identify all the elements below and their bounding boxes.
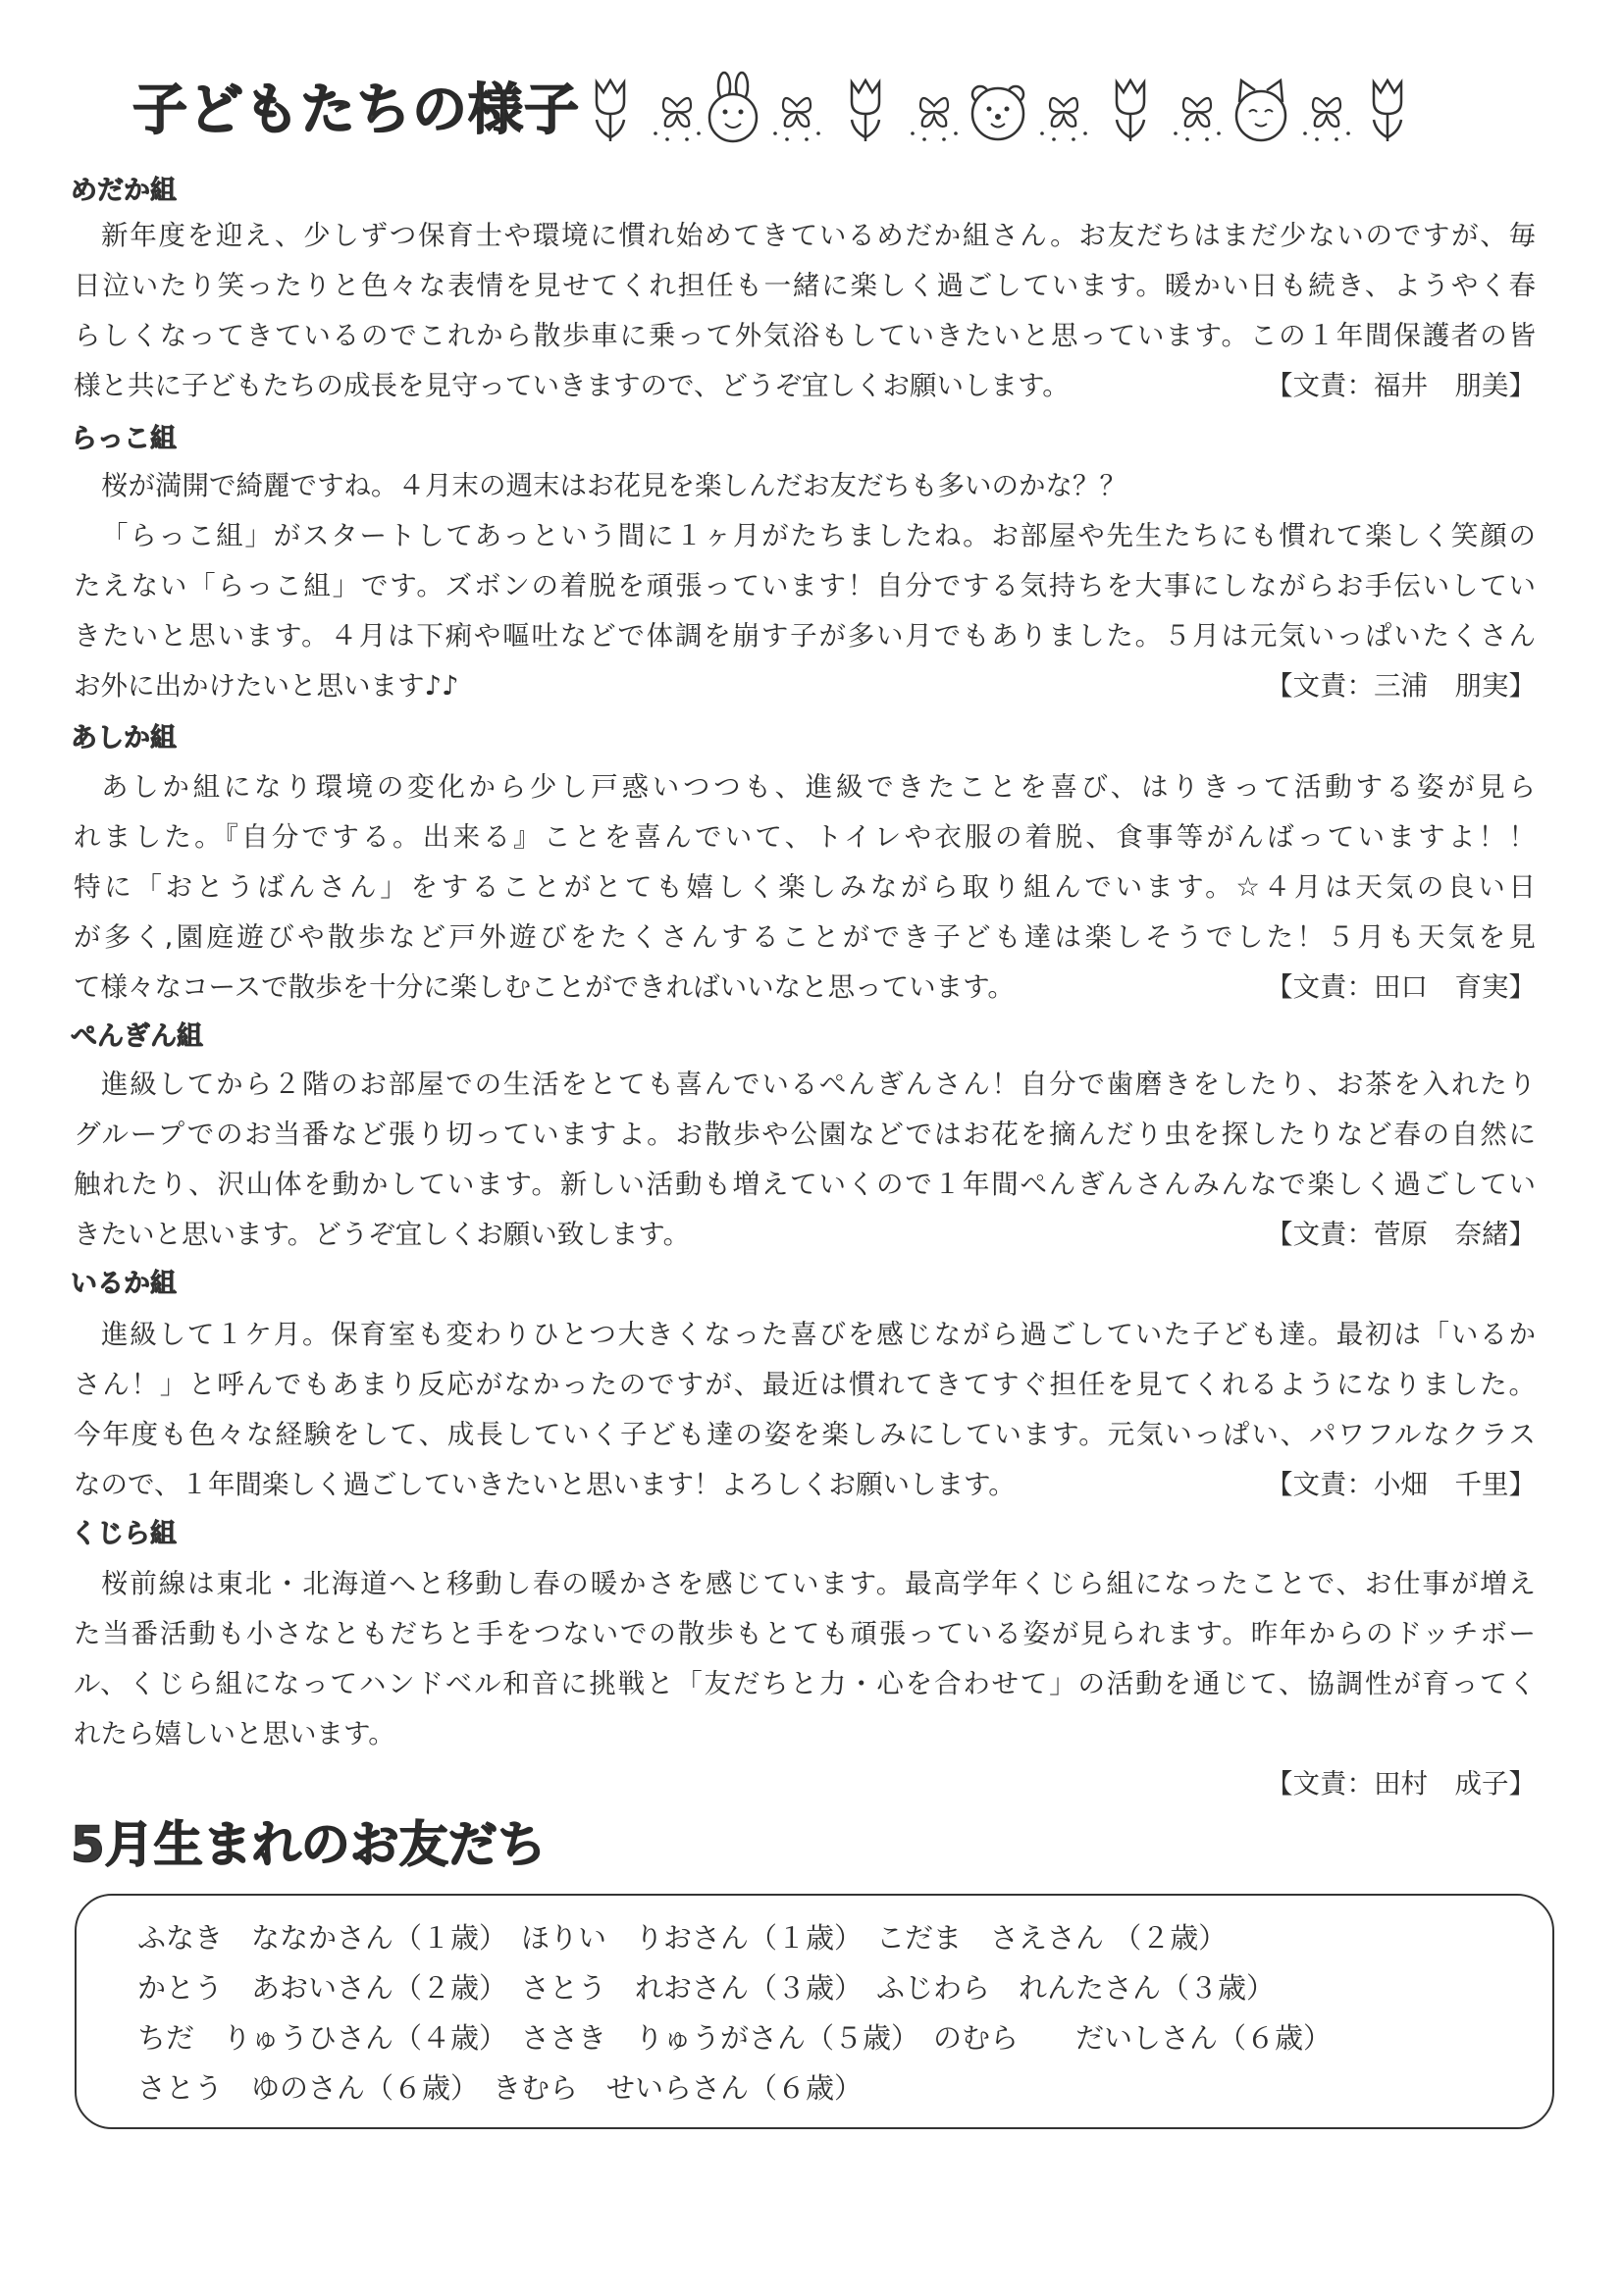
birthday-row bbox=[137, 2063, 1345, 2113]
text-line bbox=[74, 963, 1536, 1013]
author-attribution: 【文責：小畑 千里】 bbox=[1266, 1469, 1536, 1500]
birthday-list bbox=[137, 1913, 1345, 2113]
birthday-entry: かとう あおいさん（２歳） bbox=[137, 1971, 508, 2005]
birthday-entry: さとう ゆのさん（６歳） bbox=[137, 2071, 480, 2105]
birthday-entry: ふなき ななかさん（１歳） bbox=[137, 1921, 508, 1955]
text-line: 進級して１ケ月。保育室も変わりひとつ大きくなった喜びを感じながら過ごしていた子ども達。最初は「いるか bbox=[101, 1319, 1536, 1350]
text-line: 触れたり、沢山体を動かしています。新しい活動も増えていくので１年間ぺんぎんさんみんなで楽しく過ごしてい bbox=[74, 1169, 1536, 1200]
cat-face-icon bbox=[1236, 80, 1285, 140]
text-line: らしくなってきているのでこれから散歩車に乗って外気浴もしていきたいと思っています。この１年間保護者の皆 bbox=[74, 320, 1536, 351]
author-attribution: 【文責：福井 朋美】 bbox=[1266, 370, 1536, 401]
text-line bbox=[74, 1460, 1536, 1510]
tulip-icon bbox=[1117, 80, 1144, 141]
text-line: が多く,園庭遊びや散歩など戸外遊びをたくさんすることができ子ども達は楽しそうでした！５月も天気を見 bbox=[74, 921, 1536, 953]
author-attribution: 【文責：田口 育実】 bbox=[1266, 971, 1536, 1003]
text-line: きたいと思います。４月は下痢や嘔吐などで体調を崩す子が多い月でもありました。５月は元気いっぱいたくさん bbox=[74, 620, 1536, 652]
author-attribution: 【文責：三浦 朋実】 bbox=[1266, 670, 1536, 702]
bear-face-icon bbox=[972, 86, 1023, 139]
text-line: さん！」と呼んでもあまり反応がなかったのですが、最近は慣れてきてすぐ担任を見てくれるようになりました。 bbox=[74, 1369, 1536, 1400]
birthday-section-title: 5月生まれのお友だち bbox=[71, 1816, 547, 1873]
section-heading: ぺんぎん組 bbox=[71, 1021, 203, 1052]
section-heading: めだか組 bbox=[71, 176, 177, 206]
butterfly-icon bbox=[1174, 98, 1221, 141]
section-body bbox=[74, 461, 1536, 711]
tulip-icon bbox=[1374, 80, 1401, 141]
text-line: 「らっこ組」がスタートしてあっという間に１ヶ月がたちましたね。お部屋や先生たちにも慣れて楽しく笑顔の bbox=[101, 520, 1536, 551]
text-line: 今年度も色々な経験をして、成長していく子ども達の姿を楽しみにしています。元気いっぱい、パワフルなクラス bbox=[74, 1419, 1536, 1450]
birthday-row bbox=[137, 1963, 1345, 2013]
butterfly-icon bbox=[654, 98, 701, 141]
birthday-entry: さとう れおさん（３歳） bbox=[521, 1971, 864, 2005]
birthday-entry: ささき りゅうがさん（５歳） bbox=[521, 2021, 920, 2055]
birthday-entry: のむら だいしさん（６歳） bbox=[933, 2021, 1333, 2055]
text-line: 進級してから２階のお部屋での生活をとても喜んでいるぺんぎんさん！自分で歯磨きをしたり、お茶を入れたり bbox=[101, 1069, 1536, 1100]
text-line-content: きたいと思います。どうぞ宜しくお願い致します。 bbox=[74, 1219, 691, 1250]
text-line: 新年度を迎え、少しずつ保育士や環境に慣れ始めてきているめだか組さん。お友だちはまだ少ないのですが、毎 bbox=[101, 220, 1536, 251]
section-body bbox=[74, 211, 1536, 411]
butterfly-icon bbox=[911, 98, 958, 141]
birthday-entry: ふじわら れんたさん（３歳） bbox=[876, 1971, 1276, 2005]
birthday-entry: ちだ りゅうひさん（４歳） bbox=[137, 2021, 508, 2055]
text-line-content: お外に出かけたいと思います♪♪ bbox=[74, 670, 459, 702]
tulip-icon bbox=[597, 80, 624, 141]
section-body bbox=[74, 762, 1536, 1013]
text-line: 日泣いたり笑ったりと色々な表情を見せてくれ担任も一緒に楽しく過ごしています。暖かい日も続き、ようやく春 bbox=[74, 270, 1536, 301]
text-line: グループでのお当番など張り切っていますよ。お散歩や公園などではお花を摘んだり虫を探したりなど春の自然に bbox=[74, 1119, 1536, 1150]
text-line: れたら嬉しいと思います。 bbox=[74, 1718, 395, 1749]
birthday-row bbox=[137, 2013, 1345, 2063]
rabbit-face-icon bbox=[709, 73, 757, 141]
text-line bbox=[74, 1210, 1536, 1260]
birthday-row bbox=[137, 1913, 1345, 1963]
page-title: 子どもたちの様子 bbox=[132, 78, 580, 142]
birthday-entry: ほりい りおさん（１歳） bbox=[521, 1921, 864, 1955]
section-body bbox=[74, 1559, 1536, 1809]
text-line: 桜が満開で綺麗ですね。４月末の週末はお花見を楽しんだお友だちも多いのかな？？ bbox=[101, 470, 1126, 501]
butterfly-icon bbox=[1040, 98, 1087, 141]
section-heading: らっこ組 bbox=[71, 424, 177, 454]
section-body bbox=[74, 1310, 1536, 1510]
author-attribution: 【文責：菅原 奈緒】 bbox=[1266, 1219, 1536, 1250]
text-line-content: て様々なコースで散歩を十分に楽しむことができればいいなと思っています。 bbox=[74, 971, 1015, 1003]
text-line: あしか組になり環境の変化から少し戸惑いつつも、進級できたことを喜び、はりきって活動する姿が見ら bbox=[101, 771, 1536, 803]
text-line bbox=[74, 661, 1536, 711]
text-line: たえない「らっこ組」です。ズボンの着脱を頑張っています！自分でする気持ちを大事にしながらお手伝いしてい bbox=[74, 570, 1536, 601]
author-attribution: 【文責：田村 成子】 bbox=[1266, 1768, 1536, 1800]
section-heading: くじら組 bbox=[71, 1519, 177, 1549]
birthday-entry: きむら せいらさん（６歳） bbox=[493, 2071, 864, 2105]
text-line: 桜前線は東北・北海道へと移動し春の暖かさを感じています。最高学年くじら組になったことで、お仕事が増え bbox=[101, 1568, 1536, 1599]
birthday-entry: こだま さえさん （２歳） bbox=[876, 1921, 1228, 1955]
text-line-content: 様と共に子どもたちの成長を見守っていきますので、どうぞ宜しくお願いします。 bbox=[74, 370, 1070, 401]
text-line bbox=[74, 361, 1536, 411]
section-heading: あしか組 bbox=[71, 723, 177, 754]
text-line: ル、くじら組になってハンドベル和音に挑戦と「友だちと力・心を合わせて」の活動を通じて、協調性が育ってく bbox=[74, 1668, 1536, 1699]
butterfly-icon bbox=[773, 98, 820, 141]
section-heading: いるか組 bbox=[71, 1269, 177, 1299]
text-line: た当番活動も小さなともだちと手をつないでの散歩もとても頑張っている姿が見られます。昨年からのドッチボー bbox=[74, 1618, 1536, 1649]
decoration-row bbox=[581, 71, 1415, 147]
text-line: れました。『自分でする。出来る』ことを喜んでいて、トイレや衣服の着脱、食事等がんばっていますよ！！ bbox=[74, 821, 1536, 853]
text-line: 特に「おとうばんさん」をすることがとても嬉しく楽しみながら取り組んでいます。☆４月は天気の良い日 bbox=[74, 871, 1536, 903]
text-line-content: なので、１年間楽しく過ごしていきたいと思います！よろしくお願いします。 bbox=[74, 1469, 1016, 1500]
section-body bbox=[74, 1060, 1536, 1260]
butterfly-icon bbox=[1303, 98, 1350, 141]
tulip-icon bbox=[852, 80, 879, 141]
